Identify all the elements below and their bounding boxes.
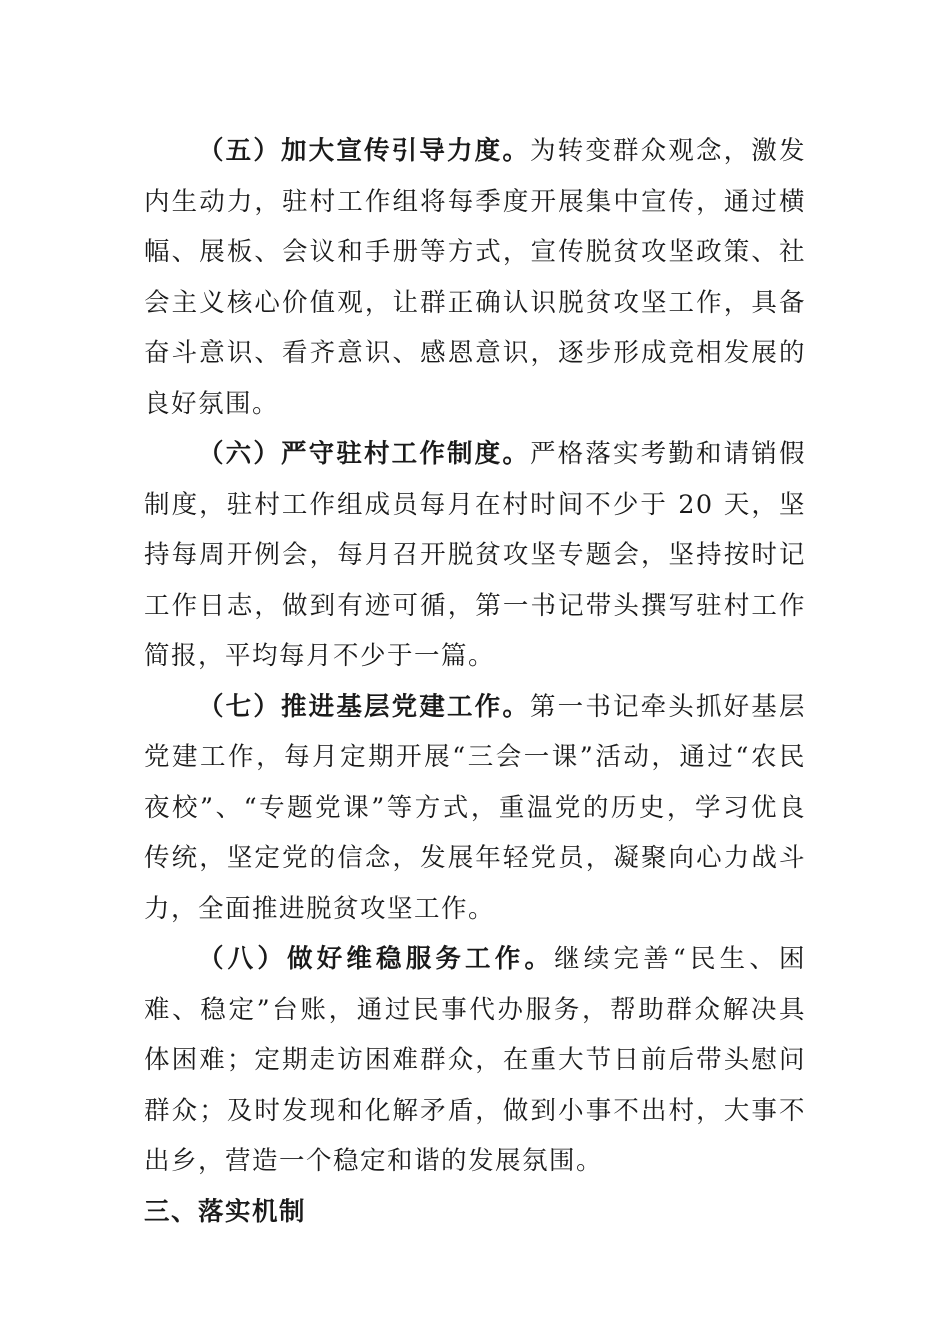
paragraph-heading: （五）加大宣传引导力度。 [198,136,530,166]
paragraph-seven [144,682,806,935]
paragraph-five [144,126,806,429]
paragraph-heading: （八）做好维稳服务工作。 [198,944,555,974]
section-title: 三、落实机制 [144,1196,307,1227]
paragraph-text: 严格落实考勤和请销假制度，驻村工作组成员每月在村时间不少于 20 天，坚持每周开例会，每月召开脱贫攻坚专题会，坚持按时记工作日志，做到有迹可循，第一书记带头撰写驻村工作简报，平均每月不少于一篇。 [144,439,806,671]
paragraph-text: 为转变群众观念，激发内生动力，驻村工作组将每季度开展集中宣传，通过横幅、展板、会议和手册等方式，宣传脱贫攻坚政策、社会主义核心价值观，让群正确认识脱贫攻坚工作，具备奋斗意识、看齐意识、感恩意识，逐步形成竞相发展的良好氛围。 [144,136,806,419]
paragraph-text: 继续完善“民生、困难、稳定”台账，通过民事代办服务，帮助群众解决具体困难；定期走访困难群众，在重大节日前后带头慰问群众；及时发现和化解矛盾，做到小事不出村，大事不出乡，营造一个稳定和谐的发展氛围。 [144,944,806,1176]
paragraph-heading: （七）推进基层党建工作。 [198,691,530,722]
document-body [144,126,806,1237]
paragraph-text: 第一书记牵头抓好基层党建工作，每月定期开展“三会一课”活动，通过“农民夜校”、“专题党课”等方式，重温党的历史，学习优良传统，坚定党的信念，发展年轻党员，凝聚向心力战斗力，全面推进脱贫攻坚工作。 [144,691,806,924]
paragraph-six [144,429,806,682]
paragraph-heading: （六）严守驻村工作制度。 [198,439,530,469]
paragraph-eight [144,934,806,1187]
